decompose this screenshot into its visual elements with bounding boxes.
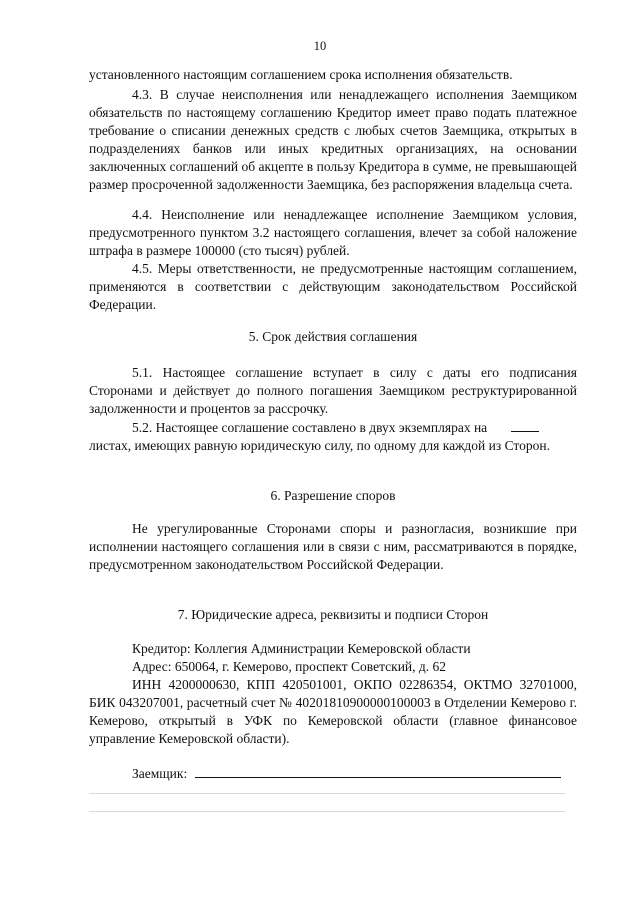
section-5-heading: 5. Срок действия соглашения: [248, 329, 418, 344]
paragraph-4-3: 4.3. В случае неисполнения или ненадлежащего исполнения Заемщиком обязательств по настоящему соглашению Кредитор имеет право подать платежное требование о списании денежных средств с любых счетов Заемщика, открытых в подразделениях банков или иных кредитных организациях, на основании заключенных соглашений об акцепте в пользу Кредитора в сумме, не превышающей размер просроченной задолженности Заемщика, без распоряжения владельца счета.: [89, 87, 577, 192]
paragraph-5-2-end: листах, имеющих равную юридическую силу, по одному для каждой из Сторон.: [89, 438, 550, 453]
borrower-label: Заемщик:: [132, 766, 188, 781]
section-7-heading: 7. Юридические адреса, реквизиты и подписи Сторон: [177, 607, 489, 622]
paragraph-4-4: 4.4. Неисполнение или ненадлежащее исполнение Заемщиком условия, предусмотренного пунктом 3.2 настоящего соглашения, влечет за собой наложение штрафа в размере 100000 (сто тысяч) рублей.: [89, 207, 577, 258]
paragraph-5-1: 5.1. Настоящее соглашение вступает в силу с даты его подписания Сторонами и действует до полного погашения Заемщиком реструктурированной задолженности и процентов за рассрочку.: [89, 365, 577, 416]
intro-line: установленного настоящим соглашением срока исполнения обязательств.: [89, 67, 513, 82]
creditor-line: Кредитор: Коллегия Администрации Кемеровской области: [132, 641, 471, 656]
paragraph-5-2: [89, 418, 577, 455]
borrower-signature-row: [89, 762, 577, 783]
faint-rule-1: [89, 793, 565, 794]
page-number: 10: [313, 39, 327, 53]
creditor-requisites: ИНН 4200000630, КПП 420501001, ОКПО 02286354, ОКТМО 32701000, БИК 043207001, расчетный счет № 40201810900000100003 в Отделении Кемерово г. Кемерово, открытый в УФК по Кемеровской области (главное финансовое управление Кемеровской области).: [89, 677, 577, 746]
paragraph-5-2-first-line: [89, 418, 577, 437]
paragraph-4-5: 4.5. Меры ответственности, не предусмотренные настоящим соглашением, применяются в соответствии с действующим законодательством Российской Федерации.: [89, 261, 577, 312]
sheet-count-blank: [511, 418, 539, 432]
borrower-signature-line: [195, 762, 561, 778]
paragraph-5-2-start: 5.2. Настоящее соглашение составлено в двух экземплярах на: [132, 420, 488, 435]
section-6-text: Не урегулированные Сторонами споры и разногласия, возникшие при исполнении настоящего соглашения или в связи с ним, рассматриваются в порядке, предусмотренном законодательством Российской Федерации.: [89, 521, 577, 572]
faint-rule-2: [89, 811, 565, 812]
section-6-heading: 6. Разрешение споров: [270, 488, 396, 503]
creditor-address: Адрес: 650064, г. Кемерово, проспект Советский, д. 62: [132, 659, 447, 674]
